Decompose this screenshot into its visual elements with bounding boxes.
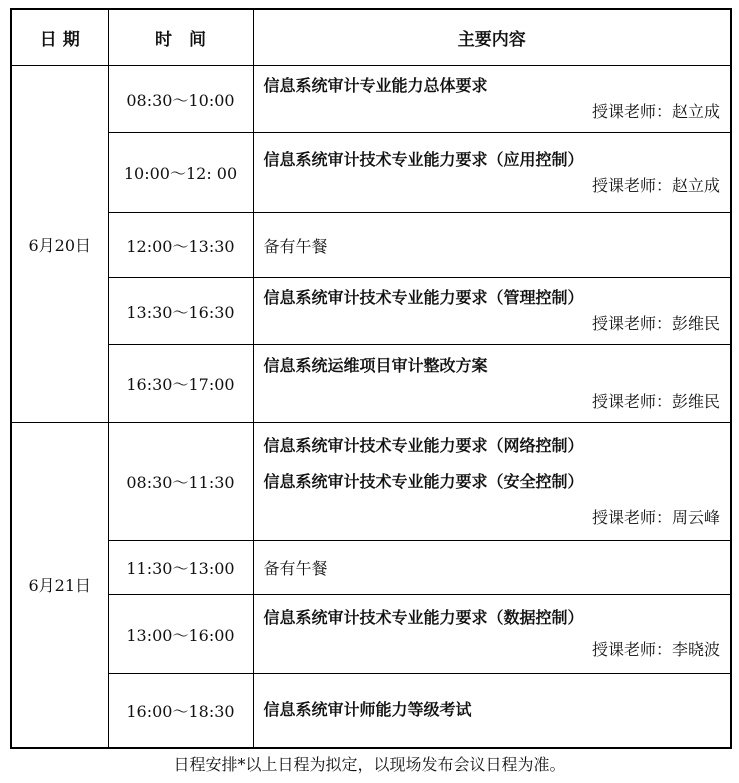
date-cell: 6月20日 [11,66,108,423]
content-cell [253,278,731,345]
time-cell: 12:00～13:30 [108,213,253,278]
table-row [11,595,731,674]
content-cell [253,345,731,423]
content-cell [253,66,731,133]
time-cell: 08:30～11:30 [108,423,253,541]
topic-text: 信息系统审计技术专业能力要求（安全控制） [263,471,584,491]
content-cell [253,674,731,748]
teacher-text: 授课老师：李晓波 [591,640,720,659]
topic-text: 信息系统运维项目审计整改方案 [263,355,488,375]
teacher-text: 授课老师：赵立成 [591,175,720,195]
time-cell: 13:00～16:00 [108,595,253,674]
meal-text: 备有午餐 [263,236,328,256]
header-row [11,9,731,66]
meal-text: 备有午餐 [263,559,328,578]
teacher-text: 授课老师：周云峰 [591,507,720,527]
footer-note: 日程安排*以上日程为拟定，以现场发布会议日程为准。 [173,755,566,774]
table-row [11,213,731,278]
content-cell [253,423,731,541]
time-cell: 11:30～13:00 [108,541,253,595]
time-cell: 13:30～16:30 [108,278,253,345]
topic-text: 信息系统审计专业能力总体要求 [263,76,488,95]
topic-text: 信息系统审计师能力等级考试 [263,700,472,720]
topic-text: 信息系统审计技术专业能力要求（数据控制） [263,608,584,627]
schedule-table [10,8,732,749]
content-cell [253,213,731,278]
date-cell: 6月21日 [11,423,108,748]
content-cell [253,133,731,213]
table-row [11,345,731,423]
content-cell [253,595,731,674]
table-row [11,674,731,748]
content-cell [253,541,731,595]
time-cell: 16:30～17:00 [108,345,253,423]
table-row [11,423,731,541]
table-row [11,541,731,595]
table-row [11,66,731,133]
topic-text: 信息系统审计技术专业能力要求（管理控制） [263,288,584,307]
header-time: 时 间 [108,9,253,66]
table-row [11,278,731,345]
time-cell: 08:30～10:00 [108,66,253,133]
header-content: 主要内容 [253,9,731,66]
topic-text: 信息系统审计技术专业能力要求（应用控制） [263,149,584,169]
topic-text: 信息系统审计技术专业能力要求（网络控制） [263,435,584,455]
time-cell: 16:00～18:30 [108,674,253,748]
table-row [11,133,731,213]
teacher-text: 授课老师：彭维民 [591,314,720,333]
teacher-text: 授课老师：彭维民 [591,391,720,411]
teacher-text: 授课老师：赵立成 [591,102,720,121]
header-date: 日 期 [11,9,108,66]
time-cell: 10:00～12: 00 [108,133,253,213]
